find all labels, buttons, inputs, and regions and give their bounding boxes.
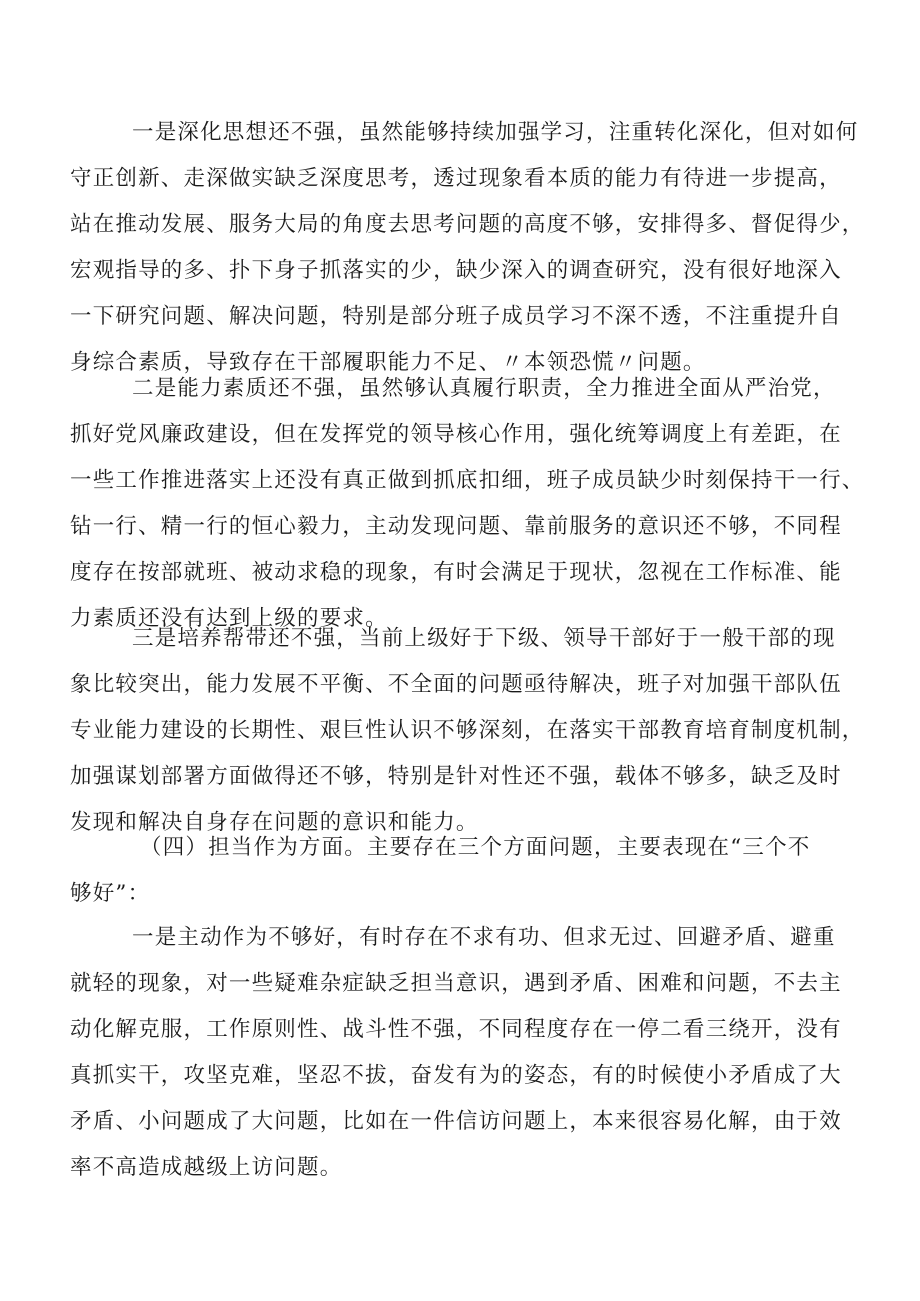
text-line: 真抓实干，攻坚克难，坚忍不拔，奋发有为的姿态，有的时候使小矛盾成了大 <box>70 1063 842 1088</box>
text-line: 宏观指导的多、扑下身子抓落实的少，缺少深入的调查研究，没有很好地深入 <box>70 258 842 283</box>
text-line: 一下研究问题、解决问题，特别是部分班子成员学习不深不透，不注重提升自 <box>70 304 842 329</box>
text-line: 度存在按部就班、被动求稳的现象，有时会满足于现状，忽视在工作标准、能 <box>70 560 842 585</box>
text-line: 身综合素质，导致存在干部履职能力不足、〃本领恐慌〃问题。 <box>70 350 706 375</box>
text-line: 一是主动作为不够好，有时存在不求有功、但求无过、回避矛盾、避重 <box>132 925 836 950</box>
text-line: 加强谋划部署方面做得还不够，特别是针对性还不强，载体不够多，缺乏及时 <box>70 764 842 789</box>
text-line: （四）担当作为方面。主要存在三个方面问题，主要表现在“三个不 <box>140 835 811 860</box>
text-line: 发现和解决自身存在问题的意识和能力。 <box>70 810 479 835</box>
text-line: 站在推动发展、服务大局的角度去思考问题的高度不够，安排得多、督促得少， <box>70 212 865 237</box>
section-heading-responsibility <box>70 825 860 917</box>
text-line: 就轻的现象，对一些疑难杂症缺乏担当意识，遇到矛盾、困难和问题，不去主 <box>70 971 842 996</box>
text-line: 抓好党风廉政建设，但在发挥党的领导核心作用，强化统筹调度上有差距，在 <box>70 422 842 447</box>
text-line: 一是深化思想还不强，虽然能够持续加强学习，注重转化深化，但对如何 <box>132 120 859 145</box>
text-line: 力素质还没有达到上级的要求。 <box>70 606 388 631</box>
text-line: 守正创新、走深做实缺乏深度思考，透过现象看本质的能力有待进一步提高， <box>70 166 842 191</box>
text-line: 钻一行、精一行的恒心毅力，主动发现问题、靠前服务的意识还不够，不同程 <box>70 514 842 539</box>
paragraph-ability-deepen-thinking <box>70 110 865 386</box>
paragraph-ability-competence <box>70 366 865 642</box>
paragraph-responsibility-initiative <box>70 915 860 1191</box>
text-line: 专业能力建设的长期性、艰巨性认识不够深刻，在落实干部教育培育制度机制， <box>70 718 865 743</box>
text-line: 象比较突出，能力发展不平衡、不全面的问题亟待解决，班子对加强干部队伍 <box>70 672 842 697</box>
text-line: 二是能力素质还不强，虽然够认真履行职责，全力推进全面从严治党， <box>132 376 836 401</box>
text-line: 率不高造成越级上访问题。 <box>70 1155 343 1180</box>
text-line: 矛盾、小问题成了大问题，比如在一件信访问题上，本来很容易化解，由于效 <box>70 1109 842 1134</box>
text-line: 一些工作推进落实上还没有真正做到抓底扣细，班子成员缺少时刻保持干一行、 <box>70 468 865 493</box>
paragraph-ability-mentoring <box>70 616 865 846</box>
text-line: 够好”： <box>70 881 151 906</box>
text-line: 三是培养帮带还不强，当前上级好于下级、领导干部好于一般干部的现 <box>132 626 836 651</box>
text-line: 动化解克服，工作原则性、战斗性不强，不同程度存在一停二看三绕开，没有 <box>70 1017 842 1042</box>
